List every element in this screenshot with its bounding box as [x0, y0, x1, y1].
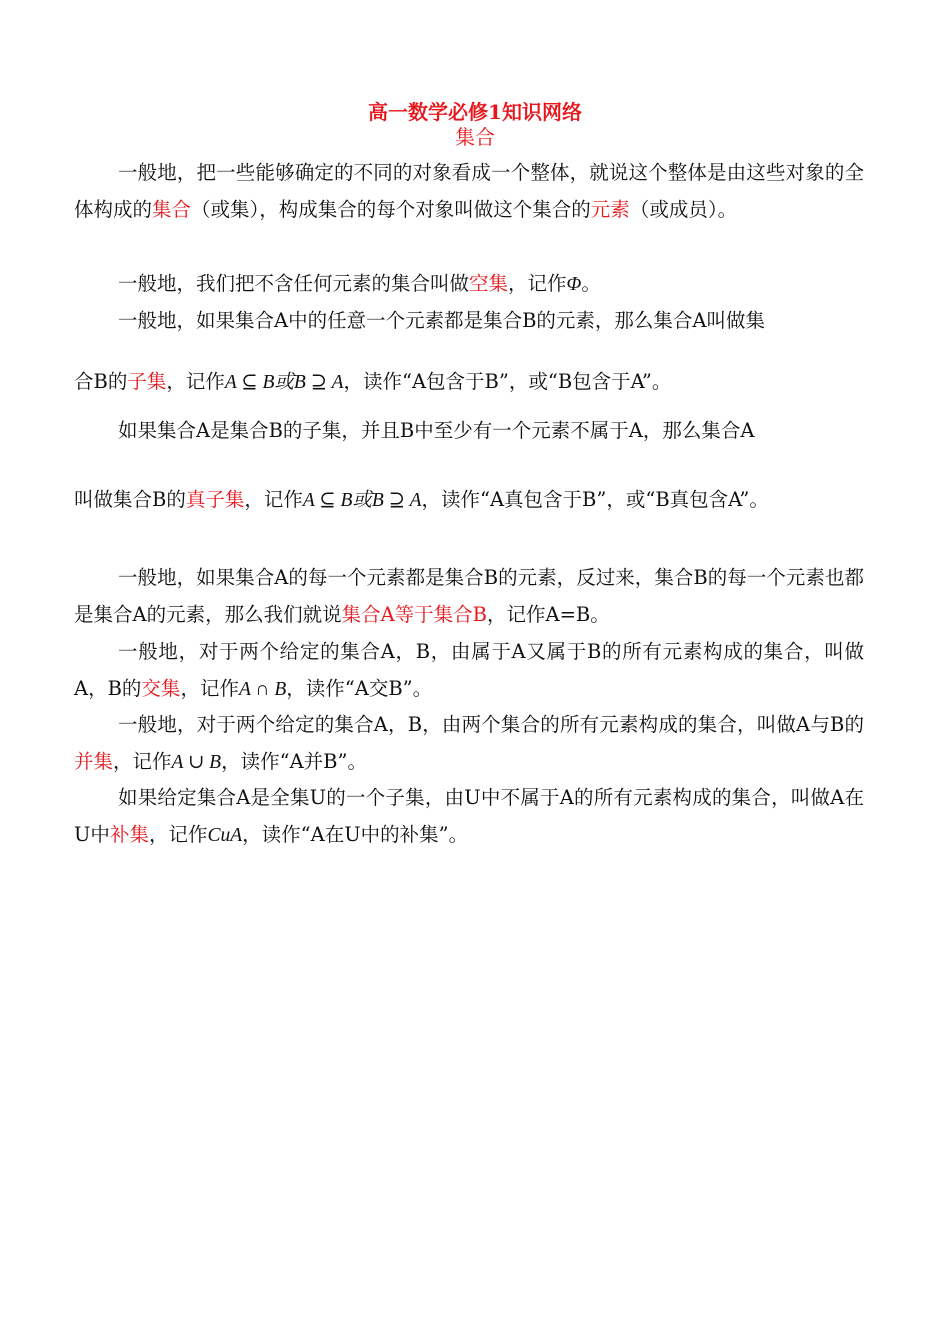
text: ，记作: [508, 272, 567, 295]
paragraph-proper-subset-line2: [74, 474, 864, 527]
term-set: 集合: [152, 197, 192, 221]
text: ，读作“A交B”。: [286, 676, 433, 700]
math-intersection: A ∩ B: [238, 678, 287, 700]
text: ，记作: [113, 749, 172, 773]
math-phi: Φ: [566, 274, 582, 295]
text: 。: [581, 272, 601, 295]
text: ，读作“A在U中的补集”。: [242, 822, 469, 846]
text: ，记作: [180, 676, 239, 700]
text: ，记作: [166, 370, 225, 393]
paragraph-proper-subset-line1: [74, 413, 864, 450]
text: 合B的: [74, 370, 128, 393]
math-complement: CuA: [207, 824, 243, 846]
text: 一般地，对于两个给定的集合A，B，由两个集合的所有元素构成的集合，叫做A与B的: [118, 713, 864, 736]
paragraph-subset-line1: [74, 303, 864, 340]
text: 一般地，把一些能够确定的不同的对象看成一个整体，就说这个整体是由这些对象的全体构成的: [74, 161, 864, 221]
text: 一般地，对于两个给定的集合A，B，由属于A又属于B的所有元素构成的集合，叫做A，B的: [74, 640, 864, 700]
term-empty-set: 空集: [469, 272, 509, 295]
term-intersection: 交集: [141, 676, 181, 700]
text: 如果给定集合A是全集U的一个子集，由U中不属于A的所有元素构成的集合，叫做A在U中: [74, 786, 864, 846]
paragraph-set-equality: [74, 560, 864, 633]
paragraph-intersection: [74, 634, 864, 708]
text: 一般地，如果集合A中的任意一个元素都是集合B的元素，那么集合A叫做集: [118, 309, 765, 332]
term-union: 并集: [74, 749, 114, 773]
text: ，记作: [148, 822, 208, 846]
text: 叫做集合B的: [74, 488, 186, 511]
text: （或集），构成集合的每个对象叫做这个集合的: [191, 197, 591, 221]
text: （或成员）。: [629, 197, 738, 221]
term-proper-subset: 真子集: [185, 488, 245, 511]
text: ，记作: [244, 488, 303, 511]
text: ，读作“A包含于B”，或“B包含于A”。: [343, 370, 672, 393]
paragraph-empty-set: [74, 266, 864, 304]
paragraph-union: [74, 707, 864, 781]
term-element: 元素: [590, 197, 630, 221]
math-subset: A ⊆ B或B ⊇ A: [224, 372, 344, 393]
text: 一般地，我们把不含任何元素的集合叫做: [118, 272, 470, 295]
term-complement: 补集: [109, 822, 149, 846]
paragraph-set-definition: [74, 155, 864, 228]
paragraph-subset-line2: [74, 364, 864, 402]
term-set-equality: 集合A等于集合B: [341, 602, 488, 626]
term-subset: 子集: [127, 370, 167, 393]
section-title: 集合: [455, 125, 495, 149]
text: ，读作“A并B”。: [221, 749, 367, 773]
document-title: 高一数学必修1知识网络: [368, 100, 582, 124]
text: 如果集合A是集合B的子集，并且B中至少有一个元素不属于A，那么集合A: [118, 419, 755, 442]
text: ，读作“A真包含于B”，或“B真包含A”。: [421, 488, 769, 511]
math-proper-subset: A ⊆ B或B ⊇ A: [302, 490, 422, 511]
paragraph-complement: [74, 780, 864, 854]
text: 一般地，如果集合A的每一个元素都是集合B的元素，反过来，集合B的每一个元素也都是集合A的元素，那么我们就说: [74, 566, 864, 626]
text: ，记作A=B。: [487, 602, 610, 626]
math-union: A ∪ B: [171, 751, 222, 773]
